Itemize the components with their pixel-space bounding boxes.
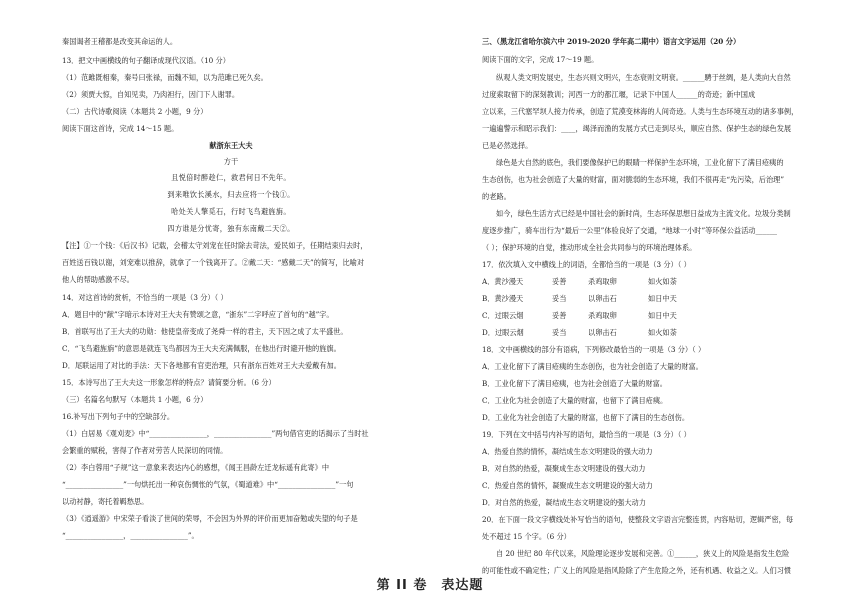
option-word: 如火如荼: [648, 328, 677, 337]
right-column: [482, 0, 808, 608]
section-heading: （二）古代诗歌阅读（本题共 2 小题，9 分）: [62, 107, 208, 116]
passage-line: 过度索取留下的深刻教训；河西一方的都江堰，记录下中国人______的奇迹；新中国成: [482, 90, 756, 99]
poem-author: 方干: [223, 157, 239, 166]
question-14: 14．对这首诗的赏析，不恰当的一项是（3 分）（ ）: [62, 293, 228, 302]
option-c: [482, 311, 808, 321]
question-19: 19．下列在文中括号内补写的语句，最恰当的一项是（3 分）（ ）: [482, 430, 691, 439]
passage-line: 已是必然选择。: [482, 141, 533, 150]
option-c: C．“飞鸟避旌旃”的意思是就连飞鸟都因为王大夫充满佩服，在他出行时避开他的旌旗。: [62, 344, 341, 353]
question-13-part-2: （2）须贾大惊，自知见卖，乃肉袒行，因门下人谢罪。: [62, 90, 240, 99]
passage-line: 自 20 世纪 80 年代以来，风险理论逐步发展和完善。①______，狭义上的风险是指发生危险: [496, 549, 790, 558]
option-d: D．尾联运用了对比的手法：天下各地都有官吏治理，只有浙东百姓对王大夫爱戴有加。: [62, 361, 341, 370]
question-18: 18．文中画横线的部分有语病，下列修改最恰当的一项是（3 分）（ ）: [482, 345, 706, 354]
passage-line: 如今，绿色生活方式已经是中国社会的新时尚，生态环保思想日益成为主流文化。垃圾分类制: [496, 209, 791, 218]
question-20: 20．在下面一段文字横线处补写恰当的语句，使整段文字语言完整连贯，内容贴切，逻辑严密，每: [482, 515, 794, 524]
passage-line: 立以来，三代塞罕坝人接力传承，创造了荒漠变林海的人间奇迹。人类与生态环境互动的诸多事例，: [482, 107, 799, 116]
instruction: 阅读下面这首诗，完成 14～15 题。: [62, 124, 179, 133]
passage-line: 一遍遍警示和昭示我们：____，竭泽而渔的发展方式已走到尽头，顺应自然、保护生态的绿色发展: [482, 124, 792, 133]
volume-title: 第 II 卷 表达题: [376, 578, 484, 593]
question-16-item: 以动衬静，寄托着羁愁思。: [62, 497, 149, 506]
option-d: D．对自然的热爱，凝结成生态文明建设的强大动力: [482, 498, 646, 507]
option-a: [482, 277, 808, 287]
question-20-cont: 处不超过 15 个字。（6 分）: [482, 532, 571, 541]
poem-title: 献浙东王大夫: [209, 141, 253, 150]
passage-line: 绿色是大自然的底色，我们要像保护已的眼睛一样保护生态环境，工业化留下了满目疮痍的: [496, 158, 784, 167]
poem-line: 且悦倍时醉趁仁，救君何日不先年。: [171, 173, 291, 182]
note-line: 百姓送百钱以谢，刘宠难以推辞，就拿了一个钱离开了。②戴二天：“感戴二天”的简写，比喻对: [62, 258, 365, 267]
option-word: A．黄沙漫天: [482, 277, 524, 286]
option-d: D．工业化为社会创造了大量的财富，也留下了满目的生态创伤。: [482, 413, 690, 422]
option-word: 妥当: [552, 294, 567, 303]
question-16-item: （1）白居易《观刈麦》中“________________，________________”两句借官吏的话揭示了当时社: [62, 429, 369, 438]
option-b: B．对自然的热爱，凝聚成生态文明建设的强大动力: [482, 464, 646, 473]
question-15: 15．本诗写出了王大夫这一形象怎样的特点？请简要分析。（6 分）: [62, 378, 276, 387]
question-16-item: （2）李白蓉用“子规”这一意象来表达内心的感想，《闻王昌龄左迁龙标遥有此寄》中: [62, 463, 330, 472]
option-word: B．黄沙漫天: [482, 294, 524, 303]
option-word: 妥善: [552, 277, 567, 286]
question-16-item: “________________，________________”。: [62, 531, 199, 540]
section-heading: （三）名篇名句默写（本题共 1 小题，6 分）: [62, 395, 208, 404]
option-b: B．工业化留下了满目疮痍，也为社会创造了大量的财富。: [482, 379, 667, 388]
option-b: [482, 294, 808, 304]
poem-line: 四方谁是分忧寄，独有东南戴二天②。: [167, 224, 295, 233]
text-line: 秦国谒者王稽都是改变其命运的人。: [62, 37, 178, 46]
passage-line: 纵观人类文明发展史，生态兴则文明兴，生态衰则文明衰。______騁于丝绸，是人类向大自然: [496, 73, 791, 82]
question-13-part-1: （1）范雎既相秦，秦号曰张禄，而魏不知，以为范雎已死久矣。: [62, 73, 268, 82]
passage-line: （ ）；保护环境的自觉，推动形成全社会共同参与的环境治理体系。: [482, 243, 697, 252]
passage-line: 的可能性或不确定性；广义上的风险是指风险除了产生危险之外，还有机遇、收益之义。人们习惯: [482, 566, 792, 575]
option-c: C．热爱自然的情怀，凝聚成生态文明建设的强大动力: [482, 481, 653, 490]
poem-line: 到来唯饮长溪水，归去应将一个钱①。: [167, 190, 295, 199]
option-word: D．过眼云烟: [482, 328, 524, 337]
option-word: 妥善: [552, 311, 567, 320]
option-b: B．首联写出了王大夫的功勋：他使皇帝变成了尧舜一样的君主，天下因之成了太平盛世。: [62, 327, 348, 336]
note-line: 他人的帮助感激不尽。: [62, 275, 134, 284]
option-word: 如火如荼: [648, 277, 677, 286]
question-16-item: “________________”一句烘托出一种哀伤惆怅的气氛，《蜀道难》中“________________”一句: [62, 480, 354, 489]
option-word: C．过眼云烟: [482, 311, 524, 320]
option-word: 以卵击石: [588, 328, 617, 337]
option-a: A．工业化留下了满目疮痍的生态创伤，也为社会创造了大量的财富。: [482, 362, 703, 371]
question-16-item: （3）《逍遥游》中宋荣子看淡了世间的荣辱，不会因为外界的评价而更加奋勉或失望的句子是: [62, 514, 358, 523]
option-word: 妥当: [552, 328, 567, 337]
question-16: 16.补写出下列句子中的空缺部分。: [62, 412, 175, 421]
section-title: 三、（黑龙江省哈尔滨六中 2019-2020 学年高二期中）语言文字运用（20 分）: [482, 37, 741, 46]
poem-line: 哈处关人擎觅石，行时飞鸟避旌旃。: [171, 207, 291, 216]
question-13: 13．把文中画横线的句子翻译成现代汉语。（10 分）: [62, 56, 230, 65]
option-word: 以卵击石: [588, 294, 617, 303]
left-column: [62, 0, 400, 608]
question-17: 17．依次填入文中横线上的词语，全都恰当的一项是（3 分）（ ）: [482, 260, 691, 269]
passage-line: 度逐步推广，骑车出行为“最后一公里”体验良好了交通，“地球一小时”等环保公益活动______: [482, 226, 778, 235]
passage-line: 的老路。: [482, 192, 511, 201]
option-a: A．热爱自然的情怀，凝结成生态文明建设的强大动力: [482, 447, 653, 456]
instruction: 阅读下面的文字，完成 17～19 题。: [482, 55, 599, 64]
option-word: 杀鸡取卵: [588, 277, 617, 286]
passage-line: 生态创伤，也为社会创造了大量的财富，面对脆弱的生态环境，我们不很再走“先污染，后治理”: [482, 175, 785, 184]
option-word: 如日中天: [648, 311, 677, 320]
option-a: A．题目中的“献”字暗示本诗对王大夫有赞颂之意，“浙东”二字呼应了首句的“越”字。: [62, 310, 334, 319]
option-d: [482, 328, 808, 338]
option-word: 如日中天: [648, 294, 677, 303]
option-c: C．工业化为社会创造了大量的财富，也留下了满目疮痍。: [482, 396, 668, 405]
question-16-item: 会繁重的赋税，害得了作者对劳苦人民深切的同情。: [62, 446, 228, 455]
option-word: 杀鸡取卵: [588, 311, 617, 320]
note-line: 【注】①一个钱：《后汉书》记载，会稽太守刘宠在任时除去苛法，爱民如子，任期结束归去时，: [62, 241, 368, 250]
